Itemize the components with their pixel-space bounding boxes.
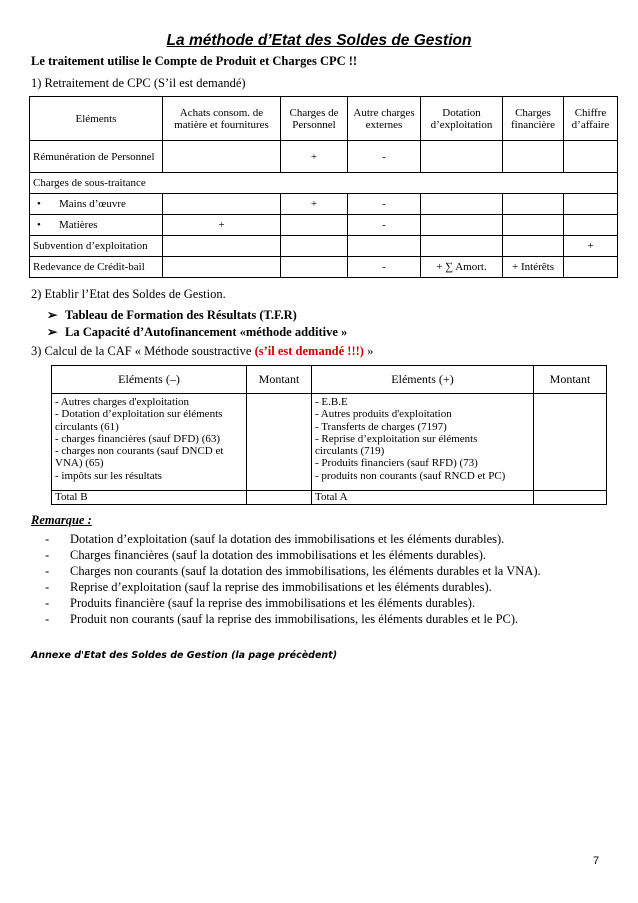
- list-item: circulants (719): [315, 445, 385, 458]
- section-1-heading: 1) Retraitement de CPC (S’il est demandé): [31, 76, 246, 90]
- arrow-bullet-icon: ➢: [47, 325, 58, 339]
- section-2-heading: 2) Etablir l’Etat des Soldes de Gestion.: [31, 287, 226, 301]
- table-header-row: [52, 366, 607, 394]
- table-row: [30, 141, 618, 173]
- table-cell: [281, 257, 348, 278]
- page-title: La méthode d’Etat des Soldes de Gestion: [166, 32, 472, 49]
- table-cell: -: [348, 194, 421, 215]
- table-cell: [163, 194, 281, 215]
- column-header: Achats consom. de matière et fournitures: [163, 97, 281, 141]
- column-header: Charges financière: [503, 97, 564, 141]
- list-item: - Dotation d’exploitation sur éléments: [55, 408, 223, 421]
- annexe-note: Annexe d'Etat des Soldes de Gestion (la page précèdent): [31, 650, 338, 661]
- table-cell: [421, 194, 503, 215]
- table-row: [30, 257, 618, 278]
- total-row: [52, 491, 607, 505]
- page-number: 7: [593, 855, 600, 867]
- list-item: - Produits financiers (sauf RFD) (73): [315, 457, 478, 470]
- amount-cell: [534, 491, 607, 505]
- table-cell: [564, 215, 618, 236]
- table-cell: [281, 236, 348, 257]
- list-item: [45, 611, 541, 627]
- list-item: - Autres charges d'exploitation: [55, 396, 190, 408]
- list-item: - E.B.E: [315, 396, 348, 408]
- column-header: Charges de Personnel: [281, 97, 348, 141]
- table-cell: [564, 257, 618, 278]
- caf-soustractive-table: [51, 365, 607, 505]
- row-label: [30, 194, 163, 215]
- table-cell: -: [348, 257, 421, 278]
- table-cell: [564, 141, 618, 173]
- table-cell: + ∑ Amort.: [421, 257, 503, 278]
- bullet-item: [47, 307, 297, 323]
- table-cell: +: [564, 236, 618, 257]
- list-item: VNA) (65): [55, 457, 104, 470]
- dash-icon: -: [45, 596, 50, 610]
- column-header: Eléments (–): [52, 366, 247, 394]
- column-header: Montant: [534, 366, 607, 394]
- table-row: [52, 394, 607, 491]
- row-label: Redevance de Crédit-bail: [30, 257, 163, 278]
- amount-cell: [247, 491, 312, 505]
- arrow-bullet-icon: ➢: [47, 308, 58, 322]
- table-cell: [281, 215, 348, 236]
- list-item: circulants (61): [55, 420, 119, 433]
- cpc-retraitement-table: [29, 96, 618, 278]
- list-item: - Reprise d’exploitation sur éléments: [315, 432, 478, 445]
- table-cell: [163, 141, 281, 173]
- bullet-icon: [33, 219, 59, 231]
- bullet-icon: [33, 198, 59, 210]
- table-cell: +: [281, 194, 348, 215]
- table-row: [30, 194, 618, 215]
- table-cell: [503, 236, 564, 257]
- list-item: - charges financières (sauf DFD) (63): [55, 432, 221, 445]
- table-header-row: [30, 97, 618, 141]
- table-cell: [421, 215, 503, 236]
- dash-icon: -: [45, 580, 50, 594]
- remark-list: [45, 531, 541, 627]
- table-cell: [163, 236, 281, 257]
- row-label: [30, 215, 163, 236]
- bullet-item: [47, 324, 347, 340]
- amount-cell: [534, 394, 607, 491]
- remark-text: Reprise d’exploitation (sauf la reprise des immobilisations et les éléments durables).: [70, 580, 492, 594]
- amount-cell: [247, 394, 312, 491]
- dash-icon: -: [45, 564, 50, 578]
- list-item: - impôts sur les résultats: [55, 469, 162, 482]
- row-label: Charges de sous-traitance: [30, 173, 618, 194]
- column-header: Eléments (+): [312, 366, 534, 394]
- dash-icon: -: [45, 532, 50, 546]
- list-item: - Transferts de charges (7197): [315, 420, 447, 433]
- column-header: Montant: [247, 366, 312, 394]
- list-item: [45, 563, 541, 579]
- remark-text: Produit non courants (sauf la reprise des immobilisations, les éléments durables et le PC).: [70, 612, 519, 626]
- list-item: - produits non courants (sauf RNCD et PC): [315, 469, 506, 482]
- section-3-heading: [31, 344, 373, 359]
- minus-elements-cell: [52, 394, 247, 491]
- intro-text: Le traitement utilise le Compte de Produit et Charges CPC !!: [31, 54, 358, 68]
- table-cell: [503, 215, 564, 236]
- section-3-highlight: (s’il est demandé !!!): [254, 344, 364, 358]
- table-row: [30, 215, 618, 236]
- table-cell: [348, 236, 421, 257]
- list-item: [45, 531, 541, 547]
- table-cell: -: [348, 141, 421, 173]
- remark-title: Remarque :: [31, 513, 92, 527]
- table-cell: +: [163, 215, 281, 236]
- column-header: Eléments: [30, 97, 163, 141]
- row-label-text: Matières: [59, 219, 98, 231]
- row-label: Rémunération de Personnel: [30, 141, 163, 173]
- table-cell: [163, 257, 281, 278]
- section-3-text: 3) Calcul de la CAF « Méthode soustractive: [31, 344, 252, 358]
- remark-text: Produits financière (sauf la reprise des immobilisations et les éléments durables).: [70, 596, 476, 610]
- list-item: [45, 595, 541, 611]
- list-item: - Autres produits d'exploitation: [315, 408, 452, 421]
- total-a: Total A: [312, 491, 534, 505]
- list-item: [45, 547, 541, 563]
- list-item: [45, 579, 541, 595]
- row-label: Subvention d’exploitation: [30, 236, 163, 257]
- remark-text: Charges non courants (sauf la dotation des immobilisations, les éléments durables et la VNA).: [70, 564, 541, 578]
- remark-text: Charges financières (sauf la dotation des immobilisations et les éléments durables).: [70, 548, 486, 562]
- table-cell: [503, 194, 564, 215]
- table-cell: + Intérêts: [503, 257, 564, 278]
- table-cell: [421, 236, 503, 257]
- row-label-text: Mains d’œuvre: [59, 198, 126, 210]
- plus-elements-cell: [312, 394, 534, 491]
- table-row: [30, 173, 618, 194]
- table-cell: [564, 194, 618, 215]
- bullet-text: Tableau de Formation des Résultats (T.F.R): [65, 308, 297, 322]
- dash-icon: -: [45, 548, 50, 562]
- table-row: [30, 236, 618, 257]
- table-cell: -: [348, 215, 421, 236]
- table-cell: [503, 141, 564, 173]
- table-cell: +: [281, 141, 348, 173]
- remark-text: Dotation d’exploitation (sauf la dotation des immobilisations et les éléments durables).: [70, 532, 505, 546]
- total-b: Total B: [52, 491, 247, 505]
- column-header: Dotation d’exploitation: [421, 97, 503, 141]
- section-3-end: »: [367, 344, 374, 358]
- column-header: Chiffre d’affaire: [564, 97, 618, 141]
- dash-icon: -: [45, 612, 50, 626]
- list-item: - charges non courants (sauf DNCD et: [55, 445, 224, 458]
- table-cell: [421, 141, 503, 173]
- column-header: Autre charges externes: [348, 97, 421, 141]
- bullet-text: La Capacité d’Autofinancement «méthode additive »: [65, 325, 348, 339]
